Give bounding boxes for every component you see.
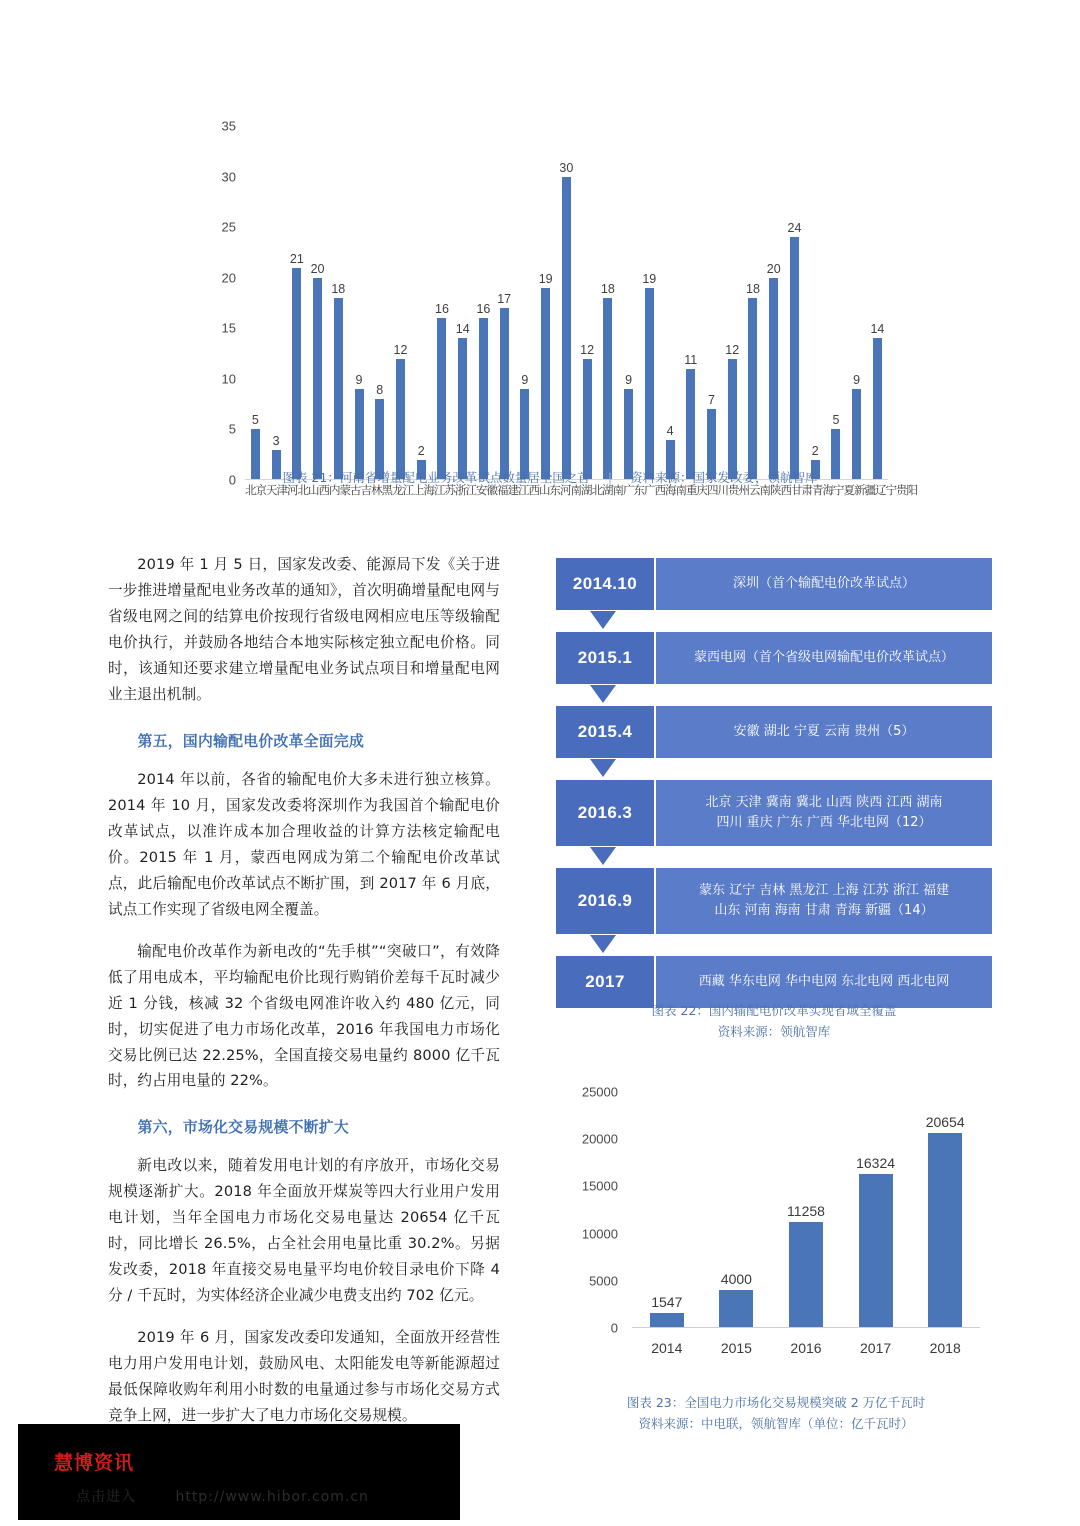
- chart21-bar: [437, 318, 446, 480]
- chart21-bar: [769, 278, 778, 480]
- chart21-bar-group: [743, 126, 764, 480]
- chart21-x-label: 云南: [749, 483, 770, 497]
- chart21-x-label: 重庆: [686, 483, 707, 497]
- chart21-bar-value: 19: [642, 271, 657, 286]
- chart21-x-label: 北京: [245, 483, 266, 497]
- chart21-x-label: 广东: [623, 483, 644, 497]
- chart23-plot-area: [632, 1092, 980, 1328]
- chart21-x-label: 四川: [707, 483, 728, 497]
- chart21-x-label: 新疆: [854, 483, 875, 497]
- chart23-bar-value: 20654: [925, 1114, 965, 1131]
- timeline-row: [556, 558, 992, 610]
- chart21-bar-value: 20: [310, 261, 325, 276]
- chart23-bar-group: [841, 1092, 911, 1328]
- chart21-x-label: 甘肃: [791, 483, 812, 497]
- chart21-x-label: 湖南: [602, 483, 623, 497]
- chart23-bar-value: 4000: [720, 1271, 752, 1288]
- chart21-x-label: 海南: [665, 483, 686, 497]
- chart21-bar-value: 18: [600, 281, 615, 296]
- chart21-bar-group: [515, 126, 536, 480]
- chart21-x-label: 福建: [497, 483, 518, 497]
- chart21-bar-value: 24: [787, 221, 802, 236]
- figure-22-timeline: [556, 558, 992, 1030]
- timeline-down-arrow-icon: [590, 759, 616, 777]
- timeline-down-arrow-icon: [590, 935, 616, 953]
- chart21-bar: [748, 298, 757, 480]
- chart21-bar-value: 18: [746, 281, 760, 296]
- chart21-x-label: 吉林: [360, 483, 382, 497]
- chart23-x-label: 2017: [860, 1340, 892, 1356]
- chart21-bar-group: [618, 126, 639, 480]
- chart21-bar-group: [452, 126, 473, 480]
- timeline-down-arrow-icon: [590, 847, 616, 865]
- chart21-bar-group: [763, 126, 784, 480]
- section-heading-5: 第五，国内输配电价改革全面完成: [137, 732, 365, 750]
- chart21-bar-group: [597, 126, 618, 480]
- chart21-bar-group: [349, 126, 370, 480]
- chart21-bar-value: 30: [559, 160, 574, 175]
- chart21-bar-value: 12: [725, 342, 740, 357]
- chart21-bar-group: [722, 126, 743, 480]
- timeline-year-label: 2015.4: [556, 706, 654, 758]
- chart23-y-axis: [560, 1084, 626, 1336]
- chart21-x-label: 安徽: [476, 483, 497, 497]
- chart21-bar-value: 4: [666, 423, 674, 438]
- chart21-bar-group: [286, 126, 307, 480]
- paragraph-2: 2014 年以前，各省的输配电价大多未进行独立核算。2014 年 10 月，国家发改委将深圳作为我国首个输配电价改革试点，以准许成本加合理收益的计算方法核定输配电价。2015 年 1 月，蒙西电网成为第二个输配电价改革试点，此后输配电价改革试点不断扩围，到 2017 年 6 月底，试点工作实现了省级电网全覆盖。: [108, 770, 500, 918]
- chart21-y-tick: 0: [228, 472, 236, 488]
- figure-21-caption: [180, 468, 920, 486]
- chart21-x-label: 内蒙古: [329, 483, 361, 497]
- chart21-bars: [245, 126, 888, 480]
- chart21-x-label: 河北: [287, 483, 308, 497]
- figure-23-source: 资料来源：中电联，领航智库（单位：亿千瓦时）: [638, 1416, 914, 1432]
- figure-22-caption: [556, 1000, 992, 1043]
- chart21-x-label: 山东: [539, 483, 560, 497]
- chart21-x-label: 山西: [308, 483, 329, 497]
- chart21-bar-group: [328, 126, 349, 480]
- chart21-y-tick: 30: [221, 169, 236, 185]
- watermark-subline: [76, 1486, 369, 1506]
- watermark-url[interactable]: http://www.hibor.com.cn: [175, 1489, 369, 1505]
- chart21-bar-value: 9: [625, 372, 633, 387]
- chart23-x-label: 2018: [929, 1340, 961, 1356]
- chart21-x-label: 浙江: [455, 483, 476, 497]
- chart21-bar: [583, 359, 592, 480]
- timeline-year-label: 2014.10: [556, 558, 654, 610]
- chart21-bar-group: [432, 126, 453, 480]
- timeline-content: 深圳（首个输配电价改革试点）: [654, 558, 992, 610]
- chart21-x-label: 江苏: [434, 483, 455, 497]
- timeline-content: 西藏 华东电网 华中电网 东北电网 西北电网: [654, 956, 992, 1008]
- paragraph-3: 输配电价改革作为新电改的“先手棋”“突破口”，有效降低了用电成本，平均输配电价比现行购销价差每千瓦时减少近 1 分钱，核减 32 个省级电网准许收入约 480 亿元，同时，切实促进了电力市场化改革，2016 年我国电力市场化交易比例已达 22.25%，全国直接交易电量约 8000 亿千瓦时，约占用电量的 22%。: [108, 942, 500, 1090]
- chart21-bar-group: [639, 126, 660, 480]
- chart23-y-tick: 0: [610, 1320, 618, 1336]
- chart23-axis-line: [632, 1327, 980, 1328]
- paragraph-4: 新电改以来，随着发用电计划的有序放开，市场化交易规模逐渐扩大。2018 年全面放开煤炭等四大行业用户发用电计划，当年全国电力市场化交易电量达 20654 亿千瓦时，同比增长 26.5%，占全社会用电量比重 30.2%。另据发改委，2018 年直接交易电量平均电价较目录电价下降 4 分 / 千瓦时，为实体经济企业减少电费支出约 702 亿元。: [108, 1157, 500, 1305]
- chart21-bar: [728, 359, 737, 480]
- chart21-bar-value: 5: [832, 413, 840, 428]
- chart21-bar-value: 11: [684, 352, 698, 367]
- chart21-x-label: 广西: [644, 483, 665, 497]
- chart23-x-label: 2015: [720, 1340, 752, 1356]
- chart21-bar-group: [390, 126, 411, 480]
- chart21-bar-group: [680, 126, 701, 480]
- figure-21-caption-text: 图表 21：河南省增量配电业务改革试点数量居全国之首: [282, 470, 590, 485]
- chart21-x-label: 湖北: [581, 483, 602, 497]
- chart21-bar-group: [266, 126, 287, 480]
- watermark-cta[interactable]: 点击进入: [76, 1489, 136, 1505]
- chart21-x-label: 辽宁: [875, 483, 896, 497]
- figure-21-province-bar-chart: [190, 118, 917, 508]
- chart21-x-label: 陕西: [770, 483, 791, 497]
- chart21-bar-value: 9: [355, 372, 363, 387]
- timeline-down-arrow-icon: [590, 611, 616, 629]
- chart21-y-tick: 20: [221, 270, 236, 286]
- figure-23-yearly-bar-chart: [560, 1082, 990, 1372]
- watermark-banner: [18, 1424, 460, 1520]
- chart21-x-label: 贵州: [728, 483, 749, 497]
- chart23-x-labels: [632, 1340, 980, 1356]
- chart21-x-label: 江西: [518, 483, 539, 497]
- chart21-bar-value: 16: [435, 302, 449, 317]
- chart21-x-label: 宁夏: [833, 483, 854, 497]
- chart21-bar: [562, 177, 571, 480]
- chart21-bar-group: [245, 126, 266, 480]
- chart21-x-label: 天津: [266, 483, 287, 497]
- chart23-bar: [719, 1290, 753, 1328]
- chart23-bar: [859, 1174, 893, 1328]
- figure-21-source: 资料来源：国家发改委，领航智库: [630, 470, 818, 485]
- chart21-x-label: 河南: [560, 483, 581, 497]
- timeline-row: [556, 706, 992, 758]
- timeline-content: 北京 天津 冀南 冀北 山西 陕西 江西 湖南 四川 重庆 广东 广西 华北电网（12）: [654, 780, 992, 846]
- chart21-bar: [520, 389, 529, 480]
- chart21-bar-value: 9: [853, 372, 861, 387]
- chart23-y-tick: 5000: [589, 1273, 618, 1289]
- chart21-bar: [624, 389, 633, 480]
- chart21-bar-value: 20: [766, 261, 781, 276]
- chart21-bar: [645, 288, 654, 480]
- chart23-bar-group: [771, 1092, 841, 1328]
- chart21-bar-value: 14: [870, 322, 885, 337]
- chart21-y-axis: [190, 118, 242, 488]
- figure-23-caption-text: 图表 23：全国电力市场化交易规模突破 2 万亿千瓦时: [626, 1395, 926, 1410]
- chart21-bar: [334, 298, 343, 480]
- figure-23-caption: [556, 1392, 996, 1435]
- chart21-y-tick: 35: [221, 118, 236, 134]
- chart21-bar: [852, 389, 861, 480]
- chart21-bar: [313, 278, 322, 480]
- chart21-bar-value: 18: [331, 281, 346, 296]
- timeline-year-label: 2016.3: [556, 780, 654, 846]
- chart21-bar-group: [556, 126, 577, 480]
- chart23-bar-value: 1547: [651, 1294, 683, 1311]
- chart23-x-label: 2014: [651, 1340, 683, 1356]
- chart21-bar-group: [660, 126, 681, 480]
- chart21-bar-value: 14: [455, 322, 470, 337]
- chart23-x-label: 2016: [790, 1340, 822, 1356]
- chart21-bar-value: 2: [811, 443, 819, 458]
- chart23-bar: [789, 1222, 823, 1328]
- chart21-bar-group: [411, 126, 432, 480]
- caption-separator: |: [607, 470, 613, 485]
- chart21-bar: [479, 318, 488, 480]
- chart21-y-tick: 25: [221, 219, 236, 235]
- chart21-bar-group: [577, 126, 598, 480]
- chart21-bar-value: 17: [497, 292, 512, 307]
- watermark-brand: 慧博资讯: [54, 1452, 135, 1474]
- chart21-bar-group: [805, 126, 826, 480]
- timeline-down-arrow-icon: [590, 685, 616, 703]
- chart21-bar: [292, 268, 301, 480]
- chart21-bar-value: 12: [393, 342, 408, 357]
- chart21-bar-group: [846, 126, 867, 480]
- chart23-bar-group: [632, 1092, 702, 1328]
- chart23-bar: [650, 1313, 684, 1328]
- chart23-y-tick: 15000: [581, 1178, 618, 1194]
- chart21-bar-group: [701, 126, 722, 480]
- chart21-x-label: 青海: [812, 483, 833, 497]
- chart21-bar-value: 12: [580, 342, 595, 357]
- chart21-bar-group: [535, 126, 556, 480]
- chart21-bar: [541, 288, 550, 480]
- chart21-bar-group: [369, 126, 390, 480]
- chart21-bar-value: 8: [376, 383, 384, 398]
- chart21-bar-group: [784, 126, 805, 480]
- chart21-plot-area: [245, 126, 888, 480]
- chart21-bar-group: [494, 126, 515, 480]
- chart23-bar-value: 16324: [856, 1154, 896, 1171]
- chart21-bar: [396, 359, 405, 480]
- chart21-bar-value: 9: [521, 372, 529, 387]
- timeline-year-label: 2015.1: [556, 632, 654, 684]
- chart21-x-label: 黑龙江: [381, 483, 413, 497]
- chart21-bar-value: 3: [272, 433, 280, 448]
- timeline-year-label: 2017: [556, 956, 654, 1008]
- chart21-x-label: 贵阳: [896, 483, 917, 497]
- chart21-bar-group: [307, 126, 328, 480]
- timeline-year-label: 2016.9: [556, 868, 654, 934]
- chart21-bar: [790, 237, 799, 480]
- chart21-bar-value: 21: [289, 251, 304, 266]
- chart23-bar-value: 11258: [787, 1202, 825, 1219]
- section-heading-6: 第六，市场化交易规模不断扩大: [137, 1119, 349, 1137]
- chart21-bar: [603, 298, 612, 480]
- paragraph-5: 2019 年 6 月，国家发改委印发通知，全面放开经营性电力用户发用电计划，鼓励风电、太阳能发电等新能源超过最低保障收购年利用小时数的电量通过参与市场化交易方式竞争上网，进一步扩大了电力市场化交易规模。: [108, 1329, 500, 1425]
- timeline-content: 蒙东 辽宁 吉林 黑龙江 上海 江苏 浙江 福建 山东 河南 海南 甘肃 青海 新疆（14）: [654, 868, 992, 934]
- figure-22-caption-text: 图表 22：国内输配电价改革实现省域全覆盖: [651, 1003, 897, 1018]
- chart21-bar: [500, 308, 509, 480]
- paragraph-1: 2019 年 1 月 5 日，国家发改委、能源局下发《关于进一步推进增量配电业务改革的通知》，首次明确增量配电网与省级电网之间的结算电价按现行省级电网相应电压等级输配电价执行，并鼓励各地结合本地实际核定独立配电价格。同时，该通知还要求建立增量配电业务试点项目和增量配电网业主退出机制。: [108, 556, 500, 703]
- chart21-bar-group: [826, 126, 847, 480]
- timeline-content: 安徽 湖北 宁夏 云南 贵州（5）: [654, 706, 992, 758]
- chart23-y-tick: 10000: [581, 1226, 618, 1242]
- figure-22-source: 资料来源：领航智库: [717, 1024, 831, 1040]
- chart21-bar-value: 7: [708, 393, 715, 408]
- chart21-bar: [873, 338, 882, 480]
- timeline-row: [556, 868, 992, 934]
- timeline-row: [556, 632, 992, 684]
- chart23-bars: [632, 1092, 980, 1328]
- chart21-bar-value: 19: [538, 271, 553, 286]
- chart21-bar-group: [473, 126, 494, 480]
- article-body-column: [108, 552, 500, 1445]
- chart21-bar-value: 2: [417, 443, 425, 458]
- chart23-bar: [928, 1133, 962, 1328]
- chart21-bar: [458, 338, 467, 480]
- chart21-bar: [686, 369, 695, 480]
- chart23-bar-group: [910, 1092, 980, 1328]
- chart21-y-tick: 15: [221, 320, 236, 336]
- chart21-bar-value: 5: [251, 413, 259, 428]
- chart21-y-tick: 5: [228, 421, 236, 437]
- chart21-y-tick: 10: [221, 371, 236, 387]
- chart21-bar: [355, 389, 364, 480]
- chart23-y-tick: 20000: [581, 1131, 618, 1147]
- timeline-content: 蒙西电网（首个省级电网输配电价改革试点）: [654, 632, 992, 684]
- chart21-x-label: 上海: [413, 483, 434, 497]
- chart21-bar-group: [867, 126, 888, 480]
- chart23-bar-group: [702, 1092, 772, 1328]
- chart23-y-tick: 25000: [581, 1084, 618, 1100]
- chart21-bar-value: 16: [476, 302, 491, 317]
- timeline-row: [556, 780, 992, 846]
